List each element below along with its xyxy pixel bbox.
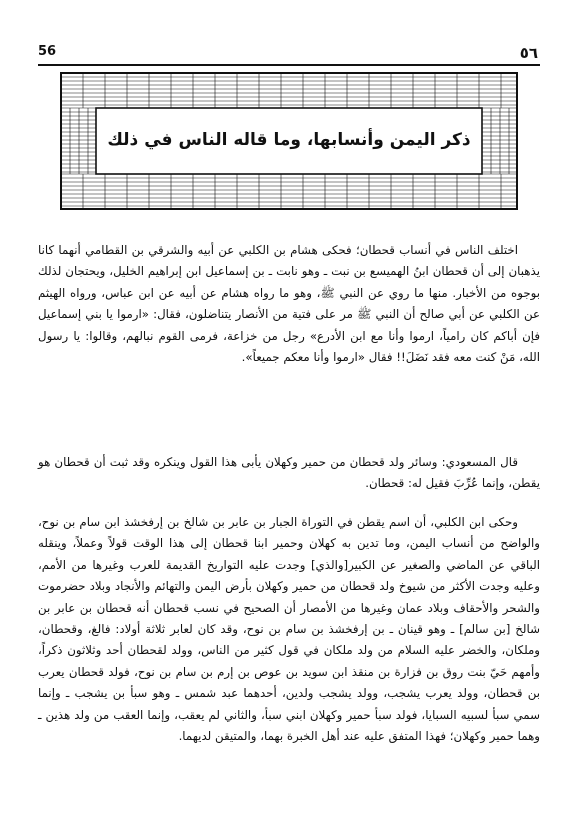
paragraph-2: [38, 452, 540, 495]
paragraph-text: وحكى ابن الكلبي، أن اسم يقطن في التوراة الجبار بن عابر بن شالخ بن إرفخشذ ابن سام بن نوح، والواضح من أنساب اليمن، وما تدين به كهلان وحمير ابنا قحطان إلى هذا الوقت قولاً وعملاً، وينقله الباقي عن الماضي والصغير عن الكبير[والذي] وجدت عليه التواريخ القديمة للعرب وغيرها من الأمم، وعليه وجدت الأكثر من شيوخ ولد قحطان من حمير وكهلان بأرض اليمن والتهائم والأنجاد وبلاد حضرموت والشحر والأحقاف وبلاد عمان وغيرها من الأمصار أن الصحيح في نسب قحطان أنه قحطان بن عابر بن شالخ [بن سالم] ـ وهو قينان ـ بن إرفخشذ بن سام بن نوح، وقد كان لعابر ثلاثة أولاد: فالغ، وقحطان، وملكان، والخضر عليه السلام من ولد ملكان في قول كثير من الناس، وولد لقحطان أحد وثلاثون ذكراً، وأمهم حَيّ بنت روق بن فزارة بن منقذ ابن سويد بن عوص بن إرم بن سام بن نوح، فولد قحطان يعرب بن قحطان، وولد يعرب يشجب، وولد يشجب ولدين، أحدهما عبد شمس ـ وهو سبأ بن يشجب ـ وإنما سمي سبأ لسبيه السبايا، فولد سبأ حمير وكهلان ابني سبأ، والثاني لم يعقب، وإنما العقب من ولد هذين ـ وهما حمير وكهلان؛ فهذا المتفق عليه عند أهل الخبرة بهما، والمتيقن لديهما.: [38, 515, 540, 744]
page-number-latin: 56: [38, 44, 57, 59]
paragraph-text: قال المسعودي: وسائر ولد قحطان من حمير وكهلان يأبى هذا القول وينكره وقد ثبت أن قحطان هو يقطن، وإنما عُرِّبَ فقيل له: قحطان.: [38, 455, 540, 491]
chapter-title-frame: [60, 72, 518, 210]
chapter-title: ذكر اليمن وأنسابها، وما قاله الناس في ذلك: [107, 130, 471, 150]
paragraph-3: [38, 512, 540, 747]
paragraph-1: [38, 240, 540, 368]
page-number-arabic: ٥٦: [519, 44, 538, 62]
header-rule: [38, 64, 540, 66]
paragraph-text: اختلف الناس في أنساب قحطان؛ فحكى هشام بن الكلبي عن أبيه والشرقي بن القطامي أنهما كانا يذهبان إلى أن قحطان ابنُ الهميسع بن نبت ـ وهو نابت ـ بن إسماعيل ابن إبراهيم الخليل، ويحتجان لذلك بوجوه من الأخبار. منها ما روي عن النبي ﷺ، وهو ما رواه هشام عن أبيه عن ابن عباس، ورواه الهيثم عن الكلبي عن أبي صالح أن النبي ﷺ مر على فتية من الأنصار يتناضلون، فقال: «ارموا يا بني إسماعيل فإن أباكم كان رامياً، ارموا وأنا مع ابن الأدرع» رجل من خزاعة، فرمى القوم نبالهم، وقالوا: يا رسول الله، مَنْ كنت معه فقد نَضَلَ!! فقال «ارموا وأنا معكم جميعاً».: [38, 243, 540, 365]
